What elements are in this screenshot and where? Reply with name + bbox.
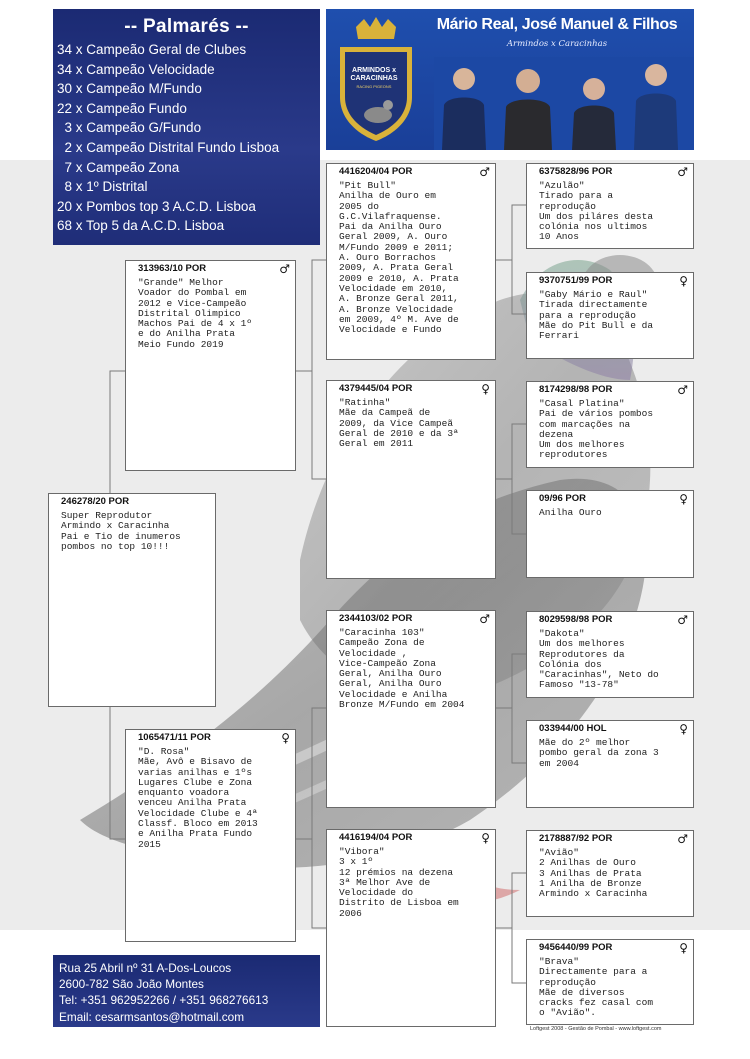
pedigree-box-ggp3 xyxy=(526,381,694,468)
pedigree-box-ggp1 xyxy=(526,163,694,249)
palmares-title: -- Palmarés -- xyxy=(124,16,249,37)
bird-description: "Dakota" Um dos melhores Reprodutores da Colónia dos "Caracinhas", Neto do Famoso "13-78" xyxy=(539,628,659,691)
male-icon: ♂ xyxy=(677,165,688,179)
address-street: Rua 25 Abril nº 31 A-Dos-Loucos xyxy=(59,961,232,975)
palmares-item: 68 x Top 5 da A.C.D. Lisboa xyxy=(57,218,225,234)
pedigree-box-ggp6 xyxy=(526,720,694,808)
ring-number: 313963/10 POR xyxy=(138,263,207,274)
pedigree-box-gp2 xyxy=(326,380,496,579)
female-icon: ♀ xyxy=(679,941,688,955)
address-city: 2600-782 São João Montes xyxy=(59,977,204,992)
ring-number: 4416194/04 POR xyxy=(339,832,413,843)
female-icon: ♀ xyxy=(281,731,290,745)
bird-description: "Caracinha 103" Campeão Zona de Velocidade , Vice-Campeão Zona Geral, Anilha Ouro Geral, Anilha Ouro Velocidade e Anilha Bronze M/Fundo em 2004 xyxy=(339,627,465,711)
pedigree-box-ggp2 xyxy=(526,272,694,359)
palmares-panel xyxy=(53,9,320,245)
male-icon: ♂ xyxy=(479,165,490,179)
bird-description: "Brava" Directamente para a reprodução Mãe de diversos cracks fez casal com o "Avião". xyxy=(539,956,654,1019)
bird-description: "Grande" Melhor Voador do Pombal em 2012 e Vice-Campeão Distrital Olimpico Machos Pai de 4 x 1º e do Anilha Prata Meio Fundo 2019 xyxy=(138,277,253,350)
pedigree-box-ggp7 xyxy=(526,830,694,917)
bird-description: "D. Rosa" Mãe, Avô e Bisavo de varias anilhas e 1ºs Lugares Clube e Zona enquanto voadora venceu Anilha Prata Velocidade Clube e 4ª Classf. Bloco em 2013 e Anilha Prata Fundo 2015 xyxy=(138,746,258,850)
software-credit: Loftgest 2008 - Gestão de Pombal - www.loftgest.com xyxy=(530,1026,662,1032)
palmares-item: 30 x Campeão M/Fundo xyxy=(57,81,202,97)
pedigree-box-gp3 xyxy=(326,610,496,808)
male-icon: ♂ xyxy=(279,262,290,276)
male-icon: ♂ xyxy=(677,383,688,397)
ring-number: 09/96 POR xyxy=(539,493,586,504)
pedigree-box-gp1 xyxy=(326,163,496,360)
palmares-item: 34 x Campeão Geral de Clubes xyxy=(57,42,247,57)
bird-description: Anilha Ouro xyxy=(539,507,602,518)
bird-description: "Vibora" 3 x 1º 12 prémios na dezena 3ª Melhor Ave de Velocidade do Distrito de Lisboa em 2006 xyxy=(339,846,459,919)
ring-number: 9370751/99 POR xyxy=(539,275,613,286)
male-icon: ♂ xyxy=(479,612,490,626)
ring-number: 8029598/98 POR xyxy=(539,614,613,625)
female-icon: ♀ xyxy=(679,722,688,736)
ring-number: 6375828/96 POR xyxy=(539,166,613,177)
pedigree-box-gp4 xyxy=(326,829,496,1027)
ring-number: 246278/20 POR xyxy=(61,496,130,507)
contact-panel xyxy=(53,955,320,1027)
ring-number: 8174298/98 POR xyxy=(539,384,613,395)
pedigree-box-ggp4 xyxy=(526,490,694,578)
bird-description: Super Reprodutor Armindo x Caracinha Pai e Tio de inumeros pombos no top 10!!! xyxy=(61,510,181,552)
female-icon: ♀ xyxy=(481,382,490,396)
pedigree-box-ggp5 xyxy=(526,611,694,698)
bird-description: Mãe do 2º melhor pombo geral da zona 3 em 2004 xyxy=(539,737,659,769)
pedigree-box-sire xyxy=(125,260,296,471)
palmares-item: 20 x Pombos top 3 A.C.D. Lisboa xyxy=(57,198,256,214)
pedigree-box-ggp8 xyxy=(526,939,694,1025)
palmares-item: 8 x 1º Distrital xyxy=(57,179,148,195)
male-icon: ♂ xyxy=(677,832,688,846)
palmares-item: 2 x Campeão Distrital Fundo Lisboa xyxy=(57,139,280,155)
bird-description: "Casal Platina" Pai de vários pombos com marcações na dezena Um dos melhores reprodutores xyxy=(539,398,654,461)
ring-number: 4416204/04 POR xyxy=(339,166,413,177)
pedigree-box-subject xyxy=(48,493,216,707)
banner-title: Mário Real, José Manuel & Filhos xyxy=(436,16,678,33)
bird-description: "Pit Bull" Anilha de Ouro em 2005 do G.C.Vilafraquense. Pai da Anilha Ouro Geral 2009, A. Ouro M/Fundo 2009 e 2011; A. Ouro Borrachos 2009, A. Prata Geral 2009 e 2010, A. Prata Velocidade em 2010, A. Bronze Geral 2011, A. Bronze Velocidade em 2009, 4º M. Ave de Velocidade e Fundo xyxy=(339,180,459,336)
bird-description: "Avião" 2 Anilhas de Ouro 3 Anilhas de Prata 1 Anilha de Bronze Armindo x Caracinha xyxy=(539,847,648,900)
female-icon: ♀ xyxy=(679,274,688,288)
banner-subtitle: Armindos x Caracinhas xyxy=(506,39,608,49)
ring-number: 4379445/04 POR xyxy=(339,383,413,394)
bird-description: "Ratinha" Mãe da Campeã de 2009, da Vice Campeã Geral de 2010 e da 3ª Geral em 2011 xyxy=(339,397,459,450)
palmares-item: 7 x Campeão Zona xyxy=(57,159,180,175)
email-address: Email: cesarmsantos@hotmail.com xyxy=(59,1009,245,1024)
female-icon: ♀ xyxy=(481,831,490,845)
logo-text-line: RACING PIGEONS xyxy=(356,84,392,89)
ring-number: 1065471/11 POR xyxy=(138,732,211,743)
palmares-item: 34 x Campeão Velocidade xyxy=(57,61,215,77)
ring-number: 9456440/99 POR xyxy=(539,942,613,953)
palmares-list xyxy=(53,40,320,236)
palmares-item: 3 x Campeão G/Fundo xyxy=(57,120,202,136)
male-icon: ♂ xyxy=(677,613,688,627)
ring-number: 033944/00 HOL xyxy=(539,723,607,734)
ring-number: 2344103/02 POR xyxy=(339,613,413,624)
pedigree-box-dam xyxy=(125,729,296,942)
logo-text-line: CARACINHAS xyxy=(350,75,398,82)
ring-number: 2178887/92 POR xyxy=(539,833,613,844)
phone-numbers: Tel: +351 962952266 / +351 968276613 xyxy=(59,993,269,1008)
owners-photo-image xyxy=(434,57,694,150)
header-banner xyxy=(326,9,694,150)
female-icon: ♀ xyxy=(679,492,688,506)
bird-description: "Azulão" Tirado para a reprodução Um dos piláres desta colónia nos ultimos 10 Anos xyxy=(539,180,654,243)
bird-description: "Gaby Mário e Raul" Tirada directamente para a reprodução Mãe do Pit Bull e da Ferrari xyxy=(539,289,654,342)
logo-text-line: ARMINDOS x xyxy=(352,67,396,74)
palmares-item: 22 x Campeão Fundo xyxy=(57,100,187,116)
